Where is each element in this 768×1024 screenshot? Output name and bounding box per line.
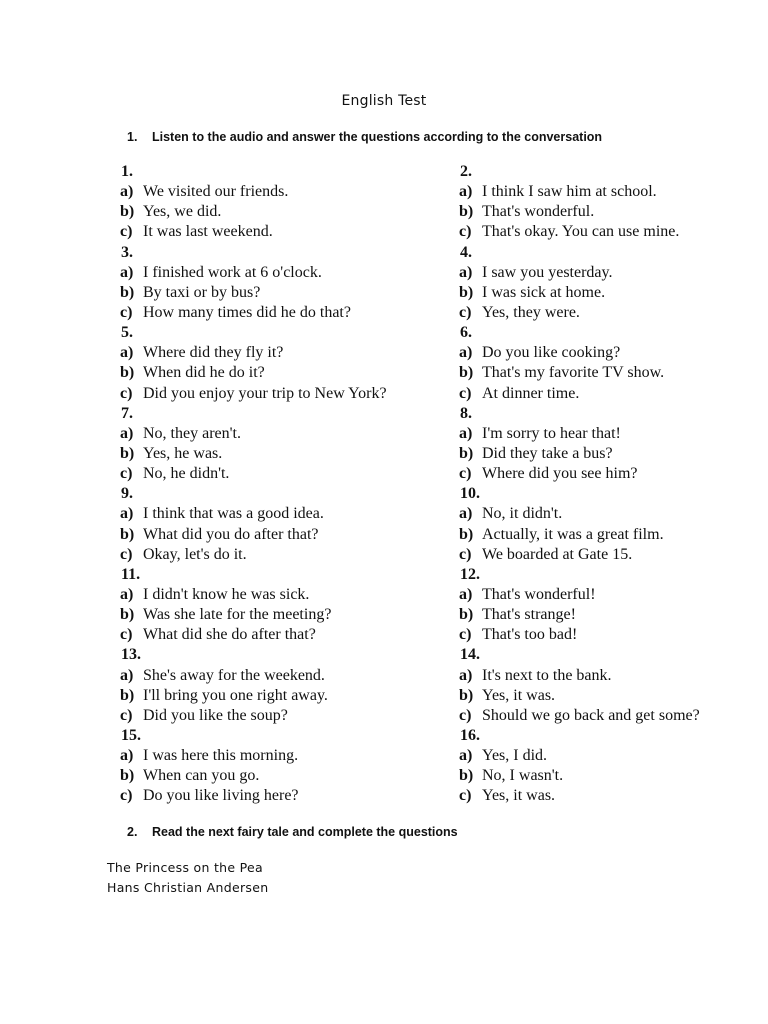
- question-number: 10.: [460, 485, 480, 503]
- question-block: [459, 565, 759, 646]
- answer-option: [459, 786, 759, 806]
- question-block: [120, 323, 440, 404]
- option-letter: c): [459, 384, 472, 402]
- answer-option: [120, 585, 440, 605]
- option-text: I didn't know he was sick.: [143, 585, 310, 603]
- answer-option: [459, 303, 759, 323]
- answer-option: [459, 283, 759, 303]
- question-block: [459, 243, 759, 324]
- question-block: [459, 484, 759, 565]
- option-text: It's next to the bank.: [482, 666, 612, 684]
- option-letter: b): [459, 525, 474, 543]
- option-letter: a): [459, 585, 473, 603]
- option-text: Yes, it was.: [482, 686, 556, 704]
- option-text: By taxi or by bus?: [143, 283, 261, 301]
- question-number: 7.: [121, 404, 133, 422]
- option-text: We boarded at Gate 15.: [482, 545, 633, 563]
- answer-option: [459, 222, 759, 242]
- option-text: Should we go back and get some?: [482, 706, 700, 724]
- option-text: Did you like the soup?: [143, 706, 288, 724]
- section-heading-reading: [127, 825, 458, 839]
- option-letter: c): [459, 303, 472, 321]
- option-letter: b): [120, 444, 135, 462]
- option-letter: b): [459, 767, 474, 785]
- option-text: At dinner time.: [482, 384, 580, 402]
- option-text: Yes, he was.: [143, 444, 223, 462]
- answer-option: [120, 625, 440, 645]
- answer-option: [120, 363, 440, 383]
- question-block: [120, 645, 440, 726]
- option-text: I finished work at 6 o'clock.: [143, 263, 322, 281]
- option-text: What did she do after that?: [143, 626, 316, 644]
- option-text: How many times did he do that?: [143, 303, 351, 321]
- option-letter: b): [120, 606, 135, 624]
- answer-option: [459, 766, 759, 786]
- answer-option: [459, 686, 759, 706]
- answer-option: [120, 686, 440, 706]
- option-letter: c): [120, 303, 133, 321]
- answer-option: [120, 202, 440, 222]
- option-letter: a): [120, 505, 134, 523]
- option-text: Where did you see him?: [482, 465, 638, 483]
- option-letter: a): [459, 747, 473, 765]
- answer-option: [459, 706, 759, 726]
- answer-option: [459, 504, 759, 524]
- option-letter: c): [459, 706, 472, 724]
- option-text: Do you like cooking?: [482, 344, 621, 362]
- answer-option: [120, 605, 440, 625]
- question-block: [120, 404, 440, 485]
- option-text: That's my favorite TV show.: [482, 364, 665, 382]
- page-title: English Test: [341, 93, 427, 109]
- option-letter: a): [120, 585, 134, 603]
- section-number: 2.: [127, 825, 138, 839]
- option-text: Actually, it was a great film.: [482, 525, 664, 543]
- answer-option: [120, 182, 440, 202]
- option-letter: a): [459, 424, 473, 442]
- answer-option: [459, 444, 759, 464]
- option-text: That's wonderful!: [482, 585, 596, 603]
- answer-option: [459, 343, 759, 363]
- answer-option: [459, 525, 759, 545]
- option-letter: c): [459, 545, 472, 563]
- answer-option: [459, 384, 759, 404]
- option-letter: c): [120, 706, 133, 724]
- option-letter: b): [120, 283, 135, 301]
- question-block: [120, 162, 440, 243]
- option-text: Was she late for the meeting?: [143, 606, 332, 624]
- option-text: I think that was a good idea.: [143, 505, 324, 523]
- answer-option: [459, 263, 759, 283]
- option-text: I'm sorry to hear that!: [482, 424, 621, 442]
- option-letter: b): [459, 686, 474, 704]
- section-heading-text: Listen to the audio and answer the questions according to the conversation: [152, 130, 603, 144]
- question-number: 15.: [121, 726, 141, 744]
- option-letter: a): [120, 344, 134, 362]
- option-text: It was last weekend.: [143, 223, 273, 241]
- option-text: I'll bring you one right away.: [143, 686, 328, 704]
- option-text: We visited our friends.: [143, 183, 289, 201]
- answer-option: [459, 605, 759, 625]
- option-letter: b): [120, 686, 135, 704]
- answer-option: [459, 202, 759, 222]
- question-number: 6.: [460, 324, 472, 342]
- answer-option: [120, 343, 440, 363]
- answer-option: [120, 746, 440, 766]
- answer-option: [459, 363, 759, 383]
- option-text: That's strange!: [482, 606, 576, 624]
- option-letter: a): [120, 183, 134, 201]
- answer-option: [120, 666, 440, 686]
- option-text: Did you enjoy your trip to New York?: [143, 384, 387, 402]
- option-letter: a): [459, 183, 473, 201]
- option-letter: c): [459, 787, 472, 805]
- option-text: Yes, it was.: [482, 787, 556, 805]
- answer-option: [459, 666, 759, 686]
- answer-option: [120, 545, 440, 565]
- option-text: She's away for the weekend.: [143, 666, 325, 684]
- option-text: When did he do it?: [143, 364, 265, 382]
- questions-column-right: [459, 162, 759, 807]
- option-text: I saw you yesterday.: [482, 263, 613, 281]
- option-text: Yes, they were.: [482, 303, 580, 321]
- answer-option: [459, 182, 759, 202]
- question-number: 4.: [460, 243, 472, 261]
- question-number: 16.: [460, 726, 480, 744]
- option-letter: a): [459, 505, 473, 523]
- option-letter: b): [459, 203, 474, 221]
- question-number: 1.: [121, 163, 133, 180]
- option-text: Do you like living here?: [143, 787, 299, 805]
- answer-option: [120, 525, 440, 545]
- question-block: [120, 565, 440, 646]
- option-text: Okay, let's do it.: [143, 545, 247, 563]
- option-text: No, I wasn't.: [482, 767, 564, 785]
- option-text: Yes, I did.: [482, 747, 548, 765]
- question-number: 8.: [460, 404, 472, 422]
- option-letter: c): [120, 384, 133, 402]
- answer-option: [120, 384, 440, 404]
- option-letter: c): [120, 545, 133, 563]
- option-text: What did you do after that?: [143, 525, 319, 543]
- option-text: That's wonderful.: [482, 203, 595, 221]
- section-heading-listening: [127, 130, 602, 144]
- story-title: The Princess on the Pea: [107, 860, 264, 875]
- option-letter: a): [459, 263, 473, 281]
- answer-option: [120, 464, 440, 484]
- option-letter: a): [459, 344, 473, 362]
- option-letter: c): [120, 787, 133, 805]
- question-block: [120, 726, 440, 807]
- option-text: Where did they fly it?: [143, 344, 284, 362]
- option-letter: c): [120, 465, 133, 483]
- option-letter: b): [459, 283, 474, 301]
- option-letter: c): [459, 465, 472, 483]
- option-text: I was sick at home.: [482, 283, 606, 301]
- answer-option: [120, 222, 440, 242]
- question-number: 11.: [121, 565, 141, 583]
- option-letter: a): [120, 747, 134, 765]
- question-block: [459, 404, 759, 485]
- question-number: 13.: [121, 646, 141, 664]
- option-letter: c): [120, 626, 133, 644]
- questions-column-left: [120, 162, 440, 807]
- option-letter: b): [459, 444, 474, 462]
- option-letter: a): [120, 263, 134, 281]
- option-letter: a): [120, 424, 134, 442]
- answer-option: [120, 504, 440, 524]
- option-letter: b): [459, 364, 474, 382]
- section-heading-text: Read the next fairy tale and complete the questions: [152, 825, 458, 839]
- answer-option: [120, 424, 440, 444]
- option-text: Did they take a bus?: [482, 444, 613, 462]
- option-text: I was here this morning.: [143, 747, 299, 765]
- answer-option: [459, 625, 759, 645]
- option-text: I think I saw him at school.: [482, 183, 657, 201]
- question-block: [120, 484, 440, 565]
- question-number: 5.: [121, 324, 133, 342]
- story-author: Hans Christian Andersen: [107, 880, 269, 895]
- question-number: 12.: [460, 565, 480, 583]
- option-letter: b): [120, 767, 135, 785]
- option-letter: a): [120, 666, 134, 684]
- option-letter: c): [459, 223, 472, 241]
- option-text: Yes, we did.: [143, 203, 222, 221]
- option-text: That's too bad!: [482, 626, 578, 644]
- answer-option: [120, 706, 440, 726]
- answer-option: [459, 746, 759, 766]
- option-text: No, he didn't.: [143, 465, 230, 483]
- answer-option: [120, 786, 440, 806]
- question-block: [459, 323, 759, 404]
- option-letter: b): [120, 525, 135, 543]
- option-text: No, they aren't.: [143, 424, 241, 442]
- question-block: [459, 726, 759, 807]
- option-letter: b): [120, 203, 135, 221]
- option-letter: c): [459, 626, 472, 644]
- question-block: [459, 162, 759, 243]
- option-letter: a): [459, 666, 473, 684]
- option-letter: b): [120, 364, 135, 382]
- option-letter: b): [459, 606, 474, 624]
- question-number: 2.: [460, 163, 472, 180]
- question-number: 3.: [121, 243, 133, 261]
- option-letter: c): [120, 223, 133, 241]
- answer-option: [120, 444, 440, 464]
- answer-option: [459, 464, 759, 484]
- option-text: When can you go.: [143, 767, 260, 785]
- option-text: That's okay. You can use mine.: [482, 223, 680, 241]
- answer-option: [459, 424, 759, 444]
- answer-option: [120, 263, 440, 283]
- question-number: 14.: [460, 646, 480, 664]
- question-number: 9.: [121, 485, 133, 503]
- answer-option: [120, 766, 440, 786]
- question-block: [459, 645, 759, 726]
- section-number: 1.: [127, 130, 138, 144]
- answer-option: [459, 545, 759, 565]
- option-text: No, it didn't.: [482, 505, 563, 523]
- answer-option: [120, 283, 440, 303]
- question-block: [120, 243, 440, 324]
- answer-option: [459, 585, 759, 605]
- answer-option: [120, 303, 440, 323]
